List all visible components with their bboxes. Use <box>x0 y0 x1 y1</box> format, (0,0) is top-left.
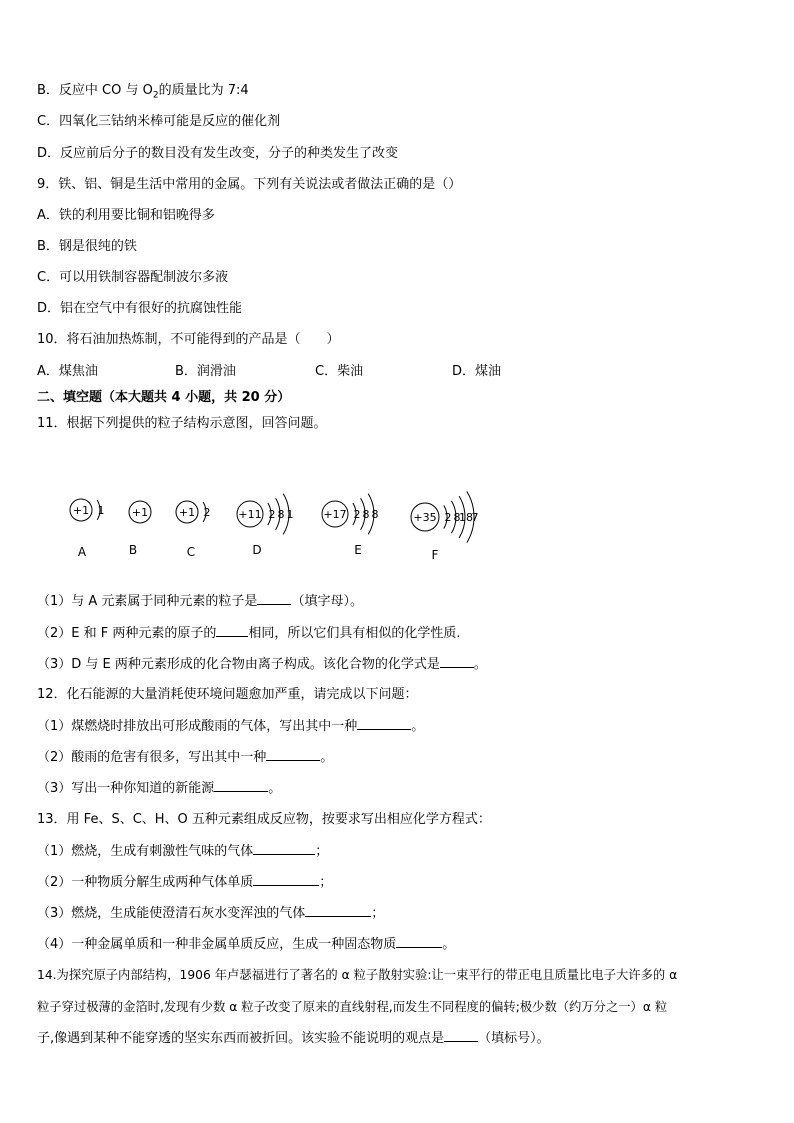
q8-option-b-text-end: 的质量比为 7:4 <box>158 83 249 98</box>
atom-structure-diagrams <box>60 455 520 575</box>
shell-electron-count: 7 <box>471 511 479 524</box>
shell-electron-count: 8 <box>453 511 461 524</box>
nucleus-charge: +17 <box>323 508 347 521</box>
q13-part3-text-end: ； <box>371 906 385 921</box>
q13-part3-text: （3）燃烧，生成能使澄清石灰水变浑浊的气体 <box>37 906 306 921</box>
q8-option-b <box>37 82 249 105</box>
q8-option-c: C．四氧化三钴纳米棒可能是反应的催化剂 <box>37 114 281 129</box>
q12-part2-text-end: 。 <box>320 750 334 765</box>
q13-part2-blank[interactable] <box>253 873 319 886</box>
q11-part3 <box>37 655 487 674</box>
q8-option-b-subscript: 2 <box>152 90 159 101</box>
shell-electron-count: 2 <box>268 508 276 521</box>
q12-part2-blank[interactable] <box>266 748 320 761</box>
q13-stem: 13．用 Fe、S、C、H、O 五种元素组成反应物，按要求写出相应化学方程式： <box>37 812 491 827</box>
q9-option-a: A．铁的利用要比铜和铝晚得多 <box>37 208 215 223</box>
shell-electron-count: 1 <box>97 504 105 517</box>
q11-part3-text-end: 。 <box>473 657 487 672</box>
nucleus-charge: +35 <box>413 511 437 524</box>
atom-label: E <box>354 543 362 557</box>
q12-part2-text: （2）酸雨的危害有很多，写出其中一种 <box>37 750 267 765</box>
q10-option-d: D．煤油 <box>452 364 502 379</box>
q12-stem: 12．化石能源的大量消耗使环境问题愈加严重，请完成以下问题： <box>37 687 418 702</box>
q13-part2-text: （2）一种物质分解生成两种气体单质 <box>37 875 254 890</box>
q8-option-d: D．反应前后分子的数目没有发生改变，分子的种类发生了改变 <box>37 146 399 161</box>
q12-part3-text-end: 。 <box>268 781 282 796</box>
q14-line3-text: 子,像遇到某种不能穿透的坚实东西而被折回。该实验不能说明的观点是 <box>37 1031 445 1046</box>
nucleus-charge: +1 <box>72 504 90 517</box>
q10-option-a: A．煤焦油 <box>37 364 98 379</box>
q10-option-c: C．柴油 <box>315 364 364 379</box>
q13-part4 <box>37 935 455 954</box>
shell-electron-count: 18 <box>459 511 473 524</box>
q13-part1-blank[interactable] <box>253 842 315 855</box>
q11-part2 <box>37 624 461 643</box>
q11-part3-blank[interactable] <box>440 655 474 668</box>
q13-part1-text: （1）燃烧，生成有刺激性气味的气体 <box>37 844 254 859</box>
atom-label: C <box>186 545 196 559</box>
shell-electron-count: 8 <box>277 508 285 521</box>
q12-part1-text: （1）煤燃烧时排放出可形成酸雨的气体，写出其中一种 <box>37 719 358 734</box>
q13-part2 <box>37 873 332 892</box>
q11-part2-text: （2）E 和 F 两种元素的原子的 <box>37 626 217 641</box>
q10-stem: 10．将石油加热炼制，不可能得到的产品是（ ） <box>37 332 340 347</box>
q13-part2-text-end: ； <box>319 875 333 890</box>
q11-part1 <box>37 592 363 611</box>
atom-label: D <box>252 543 262 557</box>
nucleus-charge: +1 <box>178 506 196 519</box>
q11-part2-text-end: 相同，所以它们具有相似的化学性质. <box>248 626 461 641</box>
q11-part2-blank[interactable] <box>216 624 248 637</box>
q11-part3-text: （3）D 与 E 两种元素形成的化合物由离子构成。该化合物的化学式是 <box>37 657 440 672</box>
q12-part3 <box>37 779 281 798</box>
q14-line1: 14.为探究原子内部结构，1906 年卢瑟福进行了著名的 α 粒子散射实验:让一束平行的带正电且质量比电子大许多的 α <box>37 968 678 982</box>
atom-label: B <box>128 543 138 557</box>
shell-electron-count: 2 <box>353 508 361 521</box>
q9-option-b: B．钢是很纯的铁 <box>37 239 137 254</box>
shell-electron-count: 8 <box>371 508 379 521</box>
q13-part4-text-end: 。 <box>442 937 456 952</box>
q11-part1-blank[interactable] <box>257 592 291 605</box>
q13-part3 <box>37 904 384 923</box>
q11-stem: 11．根据下列提供的粒子结构示意图，回答问题。 <box>37 416 327 431</box>
q13-part1 <box>37 842 328 861</box>
q12-part2 <box>37 748 333 767</box>
atom-label: F <box>431 548 439 562</box>
shell-electron-count: 8 <box>362 508 370 521</box>
nucleus-charge: +1 <box>131 506 149 519</box>
shell-electron-count: 2 <box>203 506 211 519</box>
q9-option-d: D．铝在空气中有很好的抗腐蚀性能 <box>37 301 243 316</box>
q11-part1-text: （1）与 A 元素属于同种元素的粒子是 <box>37 594 258 609</box>
q12-part3-blank[interactable] <box>214 779 268 792</box>
shell-electron-count: 1 <box>286 508 294 521</box>
q10-option-b: B．润滑油 <box>175 364 236 379</box>
nucleus-charge: +11 <box>238 508 262 521</box>
q13-part1-text-end: ； <box>315 844 329 859</box>
shell-electron-count: 2 <box>444 511 452 524</box>
q12-part1-text-end: 。 <box>411 719 425 734</box>
q14-line3-text-end: （填标号）。 <box>478 1031 550 1046</box>
q13-part3-blank[interactable] <box>305 904 371 917</box>
q9-stem: 9．铁、铝、铜是生活中常用的金属。下列有关说法或者做法正确的是（） <box>37 177 462 192</box>
section-title-fill-in: 二、填空题（本大题共 4 小题，共 20 分） <box>37 390 291 405</box>
q13-part4-text: （4）一种金属单质和一种非金属单质反应，生成一种固态物质 <box>37 937 397 952</box>
q13-part4-blank[interactable] <box>396 935 442 948</box>
q14-line3 <box>37 1029 550 1048</box>
q11-part1-text-end: （填字母）。 <box>291 594 363 609</box>
q12-part1-blank[interactable] <box>357 717 411 730</box>
atom-label: A <box>77 545 87 559</box>
q12-part3-text: （3）写出一种你知道的新能源 <box>37 781 215 796</box>
q14-blank[interactable] <box>444 1029 478 1042</box>
q14-line2: 粒子穿过极薄的金箔时,发现有少数 α 粒子改变了原来的直线射程,而发生不同程度的偏转;极少数（约万分之一）α 粒 <box>37 1000 668 1014</box>
q9-option-c: C．可以用铁制容器配制波尔多液 <box>37 270 229 285</box>
q8-option-b-text: B．反应中 CO 与 O <box>37 83 153 98</box>
q12-part1 <box>37 717 424 736</box>
